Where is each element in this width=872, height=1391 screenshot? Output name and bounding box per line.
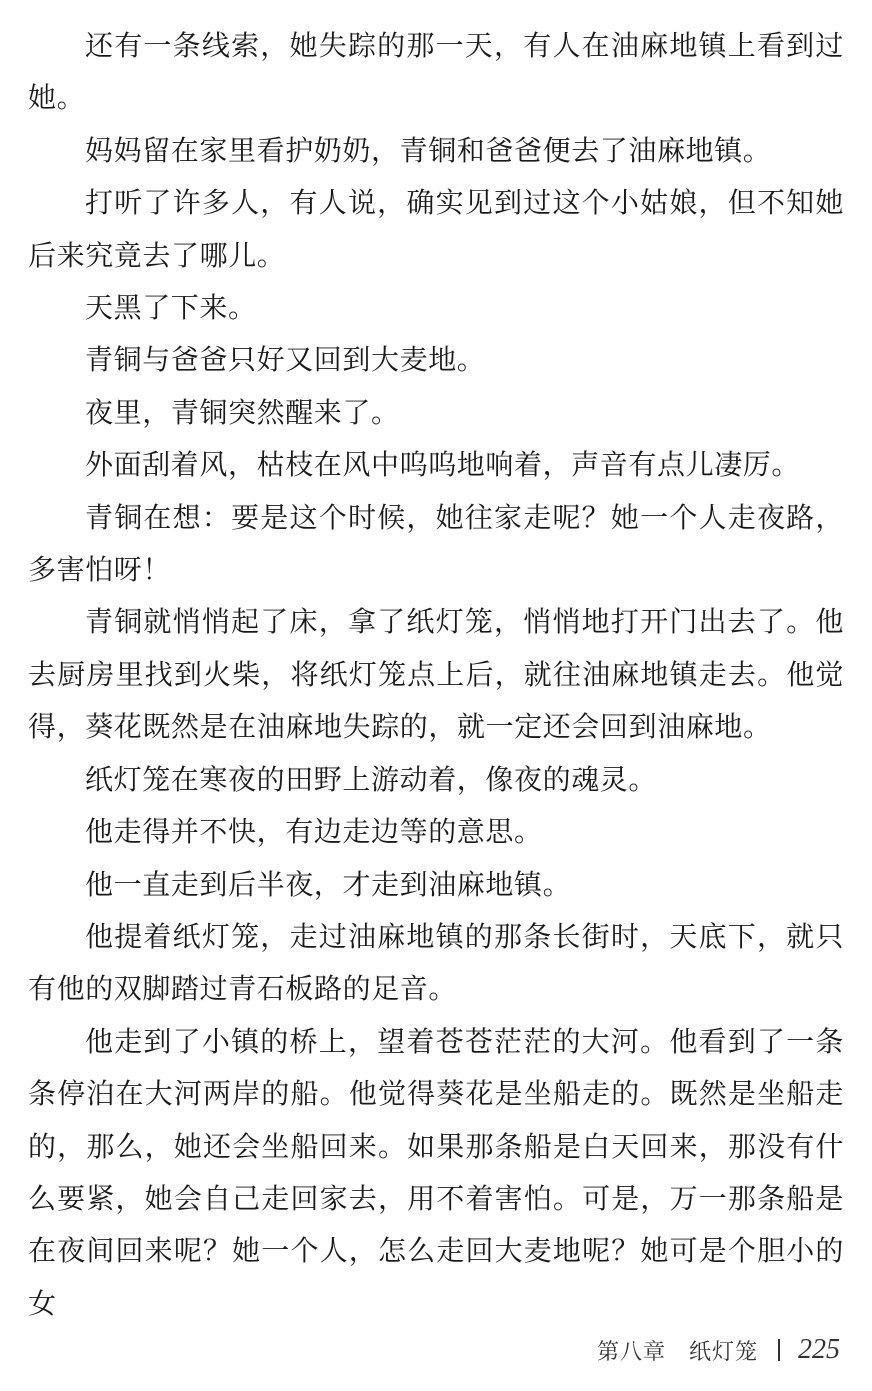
paragraph: 他一直走到后半夜，才走到油麻地镇。 [85, 867, 572, 901]
page-number: 225 [798, 1334, 840, 1365]
paragraph: 青铜就悄悄起了床，拿了纸灯笼，悄悄地打开门出去了。他去厨房里找到火柴，将纸灯笼点上后，就往油麻地镇走去。他觉得，葵花既然是在油麻地失踪的，就一定还会回到油麻地。 [28, 605, 844, 744]
paragraph: 夜里，青铜突然醒来了。 [85, 395, 400, 429]
body-text [28, 20, 844, 1330]
paragraph: 外面刮着风，枯枝在风中呜呜地响着，声音有点儿凄厉。 [85, 448, 801, 482]
paragraph: 还有一条线索，她失踪的那一天，有人在油麻地镇上看到过她。 [28, 29, 844, 115]
footer-divider [778, 1339, 780, 1361]
paragraph: 青铜在想：要是这个时候，她往家走呢？她一个人走夜路，多害怕呀！ [28, 500, 844, 587]
chapter-title: 第八章 纸灯笼 [596, 1339, 758, 1365]
paragraph: 他走得并不快，有边走边等的意思。 [85, 815, 543, 849]
paragraph: 打听了许多人，有人说，确实见到过这个小姑娘，但不知她后来究竟去了哪儿。 [28, 186, 844, 272]
paragraph: 天黑了下来。 [85, 291, 257, 325]
paragraph: 他走到了小镇的桥上，望着苍苍茫茫的大河。他看到了一条条停泊在大河两岸的船。他觉得葵花是坐船走的。既然是坐船走的，那么，她还会坐船回来。如果那条船是白天回来，那没有什么要紧，她会自己走回家去，用不着害怕。可是，万一那条船是在夜间回来呢？她一个人，怎么走回大麦地呢？她可是个胆小的女 [28, 1024, 844, 1320]
paragraph: 妈妈留在家里看护奶奶，青铜和爸爸便去了油麻地镇。 [85, 133, 772, 167]
paragraph: 他提着纸灯笼，走过油麻地镇的那条长街时，天底下，就只有他的双脚踏过青石板路的足音。 [28, 919, 844, 1006]
paragraph: 纸灯笼在寒夜的田野上游动着，像夜的魂灵。 [85, 762, 658, 796]
page-footer [597, 1330, 840, 1370]
paragraph: 青铜与爸爸只好又回到大麦地。 [85, 343, 486, 377]
